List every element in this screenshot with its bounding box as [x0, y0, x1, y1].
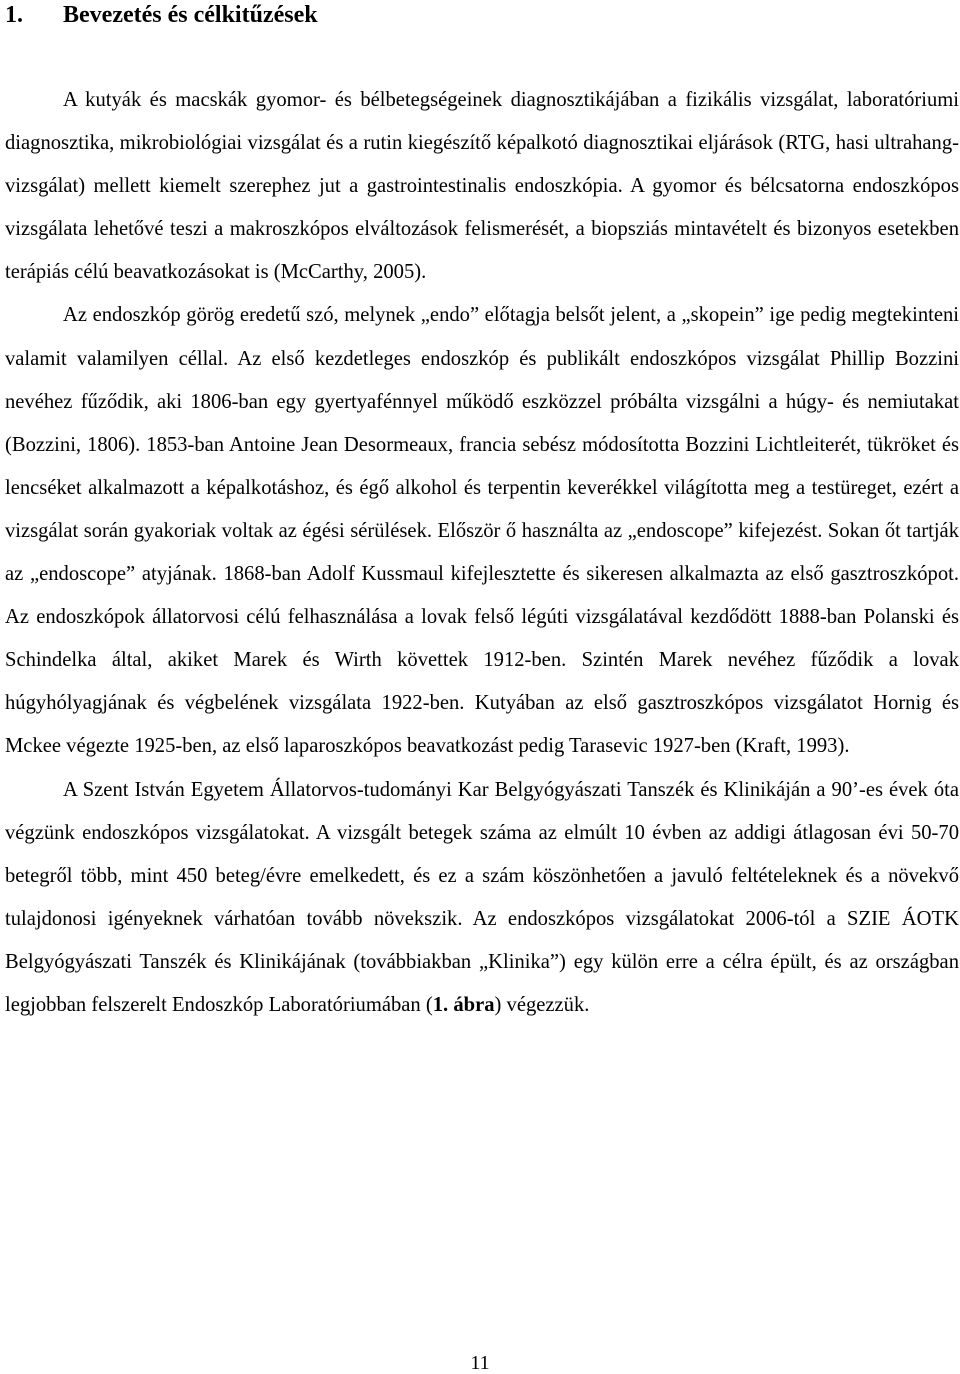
paragraph-3-end: ) végezzük. [494, 993, 590, 1016]
figure-reference: 1. ábra [432, 993, 495, 1016]
document-page [5, 0, 959, 30]
page-number: 11 [470, 1352, 490, 1374]
section-number: 1. [5, 2, 23, 28]
section-heading [5, 0, 959, 30]
paragraph-3 [5, 769, 959, 1028]
body-text [5, 79, 959, 1027]
section-title: Bevezetés és célkitűzések [63, 2, 318, 28]
paragraph-2: Az endoszkóp görög eredetű szó, melynek „endo” előtagja belsőt jelent, a „skopein” ige pedig megtekinteni valamit valamilyen céllal. Az első kezdetleges endoszkóp és publikált endoszkópos vizsgálat Phillip Bozzini nevéhez fűződik, aki 1806-ban egy gyertyafénnyel működő eszközzel próbálta vizsgálni a húgy- és nemiutakat (Bozzini, 1806). 1853-ban Antoine Jean Desormeaux, francia sebész módosította Bozzini Lichtleiterét, tükröket és lencséket alkalmazott a képalkotáshoz, és égő alkohol és terpentin keverékkel világította meg a testüreget, ezért a vizsgálat során gyakoriak voltak az égési sérülések. Először ő használta az „endoscope” kifejezést. Sokan őt tartják az „endoscope” atyjának. 1868-ban Adolf Kussmaul kifejlesztette és sikeresen alkalmazta az első gasztroszkópot. Az endoszkópok állatorvosi célú felhasználása a lovak felső légúti vizsgálatával kezdődött 1888-ban Polanski és Schindelka által, akiket Marek és Wirth követtek 1912-ben. Szintén Marek nevéhez fűződik a lovak húgyhólyagjának és végbelének vizsgálata 1922-ben. Kutyában az első gasztroszkópos vizsgálatot Hornig és Mckee végezte 1925-ben, az első laparoszkópos beavatkozást pedig Tarasevic 1927-ben (Kraft, 1993). [5, 304, 959, 758]
paragraph-3-text: A Szent István Egyetem Állatorvos-tudományi Kar Belgyógyászati Tanszék és Klinikáján a 90’-es évek óta végzünk endoszkópos vizsgálatokat. A vizsgált betegek száma az elmúlt 10 évben az addigi átlagosan évi 50-70 betegről több, mint 450 beteg/évre emelkedett, és ez a szám köszönhetően a javuló feltételeknek és a növekvő tulajdonosi igényeknek várhatóan tovább növekszik. Az endoszkópos vizsgálatokat 2006-tól a SZIE ÁOTK Belgyógyászati Tanszék és Klinikájának (továbbiakban „Klinika”) egy külön erre a célra épült, és az országban legjobban felszerelt Endoszkóp Laboratóriumában ( [5, 778, 959, 1016]
paragraph-1: A kutyák és macskák gyomor- és bélbetegségeinek diagnosztikájában a fizikális vizsgálat, laboratóriumi diagnosztika, mikrobiológiai vizsgálat és a rutin kiegészítő képalkotó diagnosztikai eljárások (RTG, hasi ultrahang-vizsgálat) mellett kiemelt szerephez jut a gastrointestinalis endoszkópia. A gyomor és bélcsatorna endoszkópos vizsgálata lehetővé teszi a makroszkópos elváltozások felismerését, a biopsziás mintavételt és bizonyos esetekben terápiás célú beavatkozásokat is (McCarthy, 2005). [5, 89, 959, 284]
